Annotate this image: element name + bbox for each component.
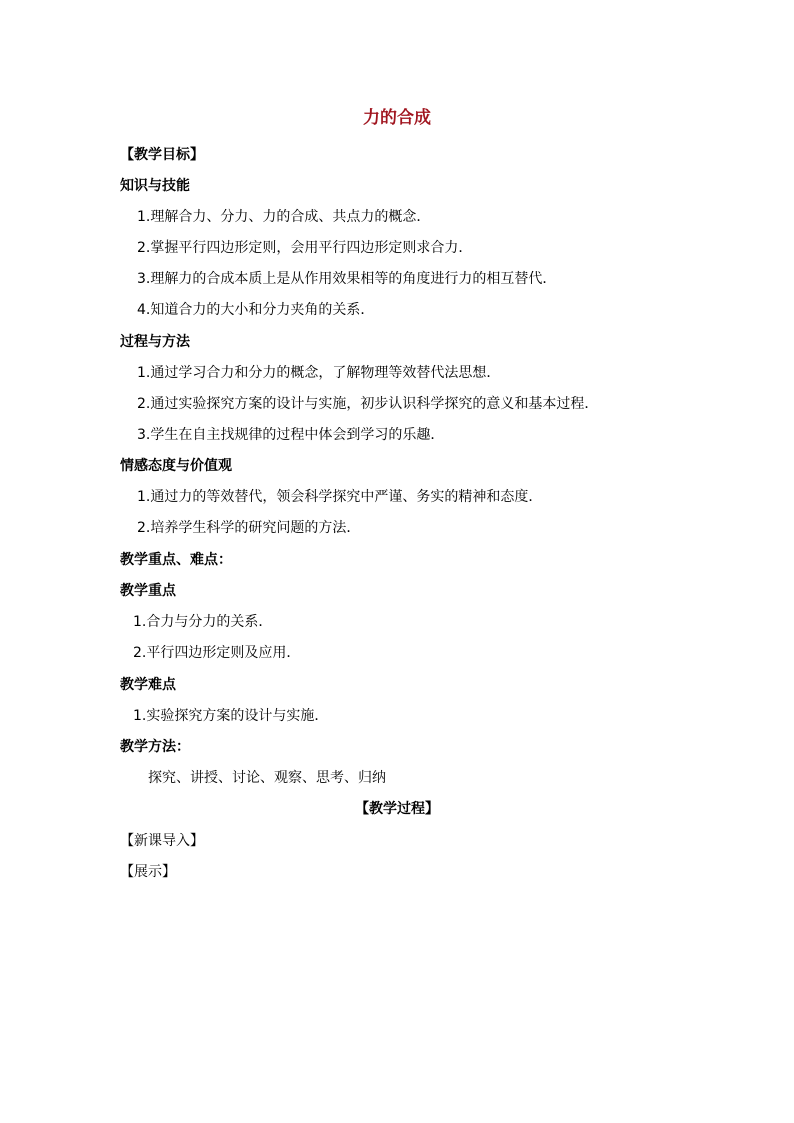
key-item-2: 2.平行四边形定则及应用． bbox=[133, 645, 301, 661]
key-item-1: 1.合力与分力的关系． bbox=[133, 614, 273, 630]
methods-heading: 教学方法： bbox=[120, 739, 190, 755]
emotion-heading: 情感态度与价值观 bbox=[120, 458, 232, 474]
key-heading: 教学重点 bbox=[120, 583, 176, 599]
knowledge-item-4: 4.知道合力的大小和分力夹角的关系． bbox=[137, 302, 375, 318]
process-section-header: 【教学过程】 bbox=[355, 801, 439, 817]
display-label: 【展示】 bbox=[120, 864, 176, 880]
knowledge-item-1: 1.理解合力、分力、力的合成、共点力的概念． bbox=[137, 209, 431, 225]
difficult-item-1: 1.实验探究方案的设计与实施． bbox=[133, 708, 329, 724]
new-lesson-intro: 【新课导入】 bbox=[120, 833, 204, 849]
knowledge-heading: 知识与技能 bbox=[120, 178, 190, 194]
document-title: 力的合成 bbox=[363, 108, 431, 128]
knowledge-item-3: 3.理解力的合成本质上是从作用效果相等的角度进行力的相互替代． bbox=[137, 271, 557, 287]
key-difficult-heading: 教学重点、难点： bbox=[120, 552, 232, 568]
objectives-header: 【教学目标】 bbox=[120, 147, 204, 163]
emotion-item-2: 2.培养学生科学的研究问题的方法． bbox=[137, 520, 361, 536]
methods-text: 探究、讲授、讨论、观察、思考、归纳 bbox=[148, 770, 386, 786]
process-item-1: 1.通过学习合力和分力的概念，了解物理等效替代法思想． bbox=[137, 365, 501, 381]
process-heading: 过程与方法 bbox=[120, 334, 190, 350]
knowledge-item-2: 2.掌握平行四边形定则，会用平行四边形定则求合力． bbox=[137, 240, 473, 256]
process-item-2: 2.通过实验探究方案的设计与实施，初步认识科学探究的意义和基本过程． bbox=[137, 396, 599, 412]
emotion-item-1: 1.通过力的等效替代，领会科学探究中严谨、务实的精神和态度． bbox=[137, 489, 543, 505]
process-item-3: 3.学生在自主找规律的过程中体会到学习的乐趣． bbox=[137, 427, 445, 443]
difficult-heading: 教学难点 bbox=[120, 677, 176, 693]
